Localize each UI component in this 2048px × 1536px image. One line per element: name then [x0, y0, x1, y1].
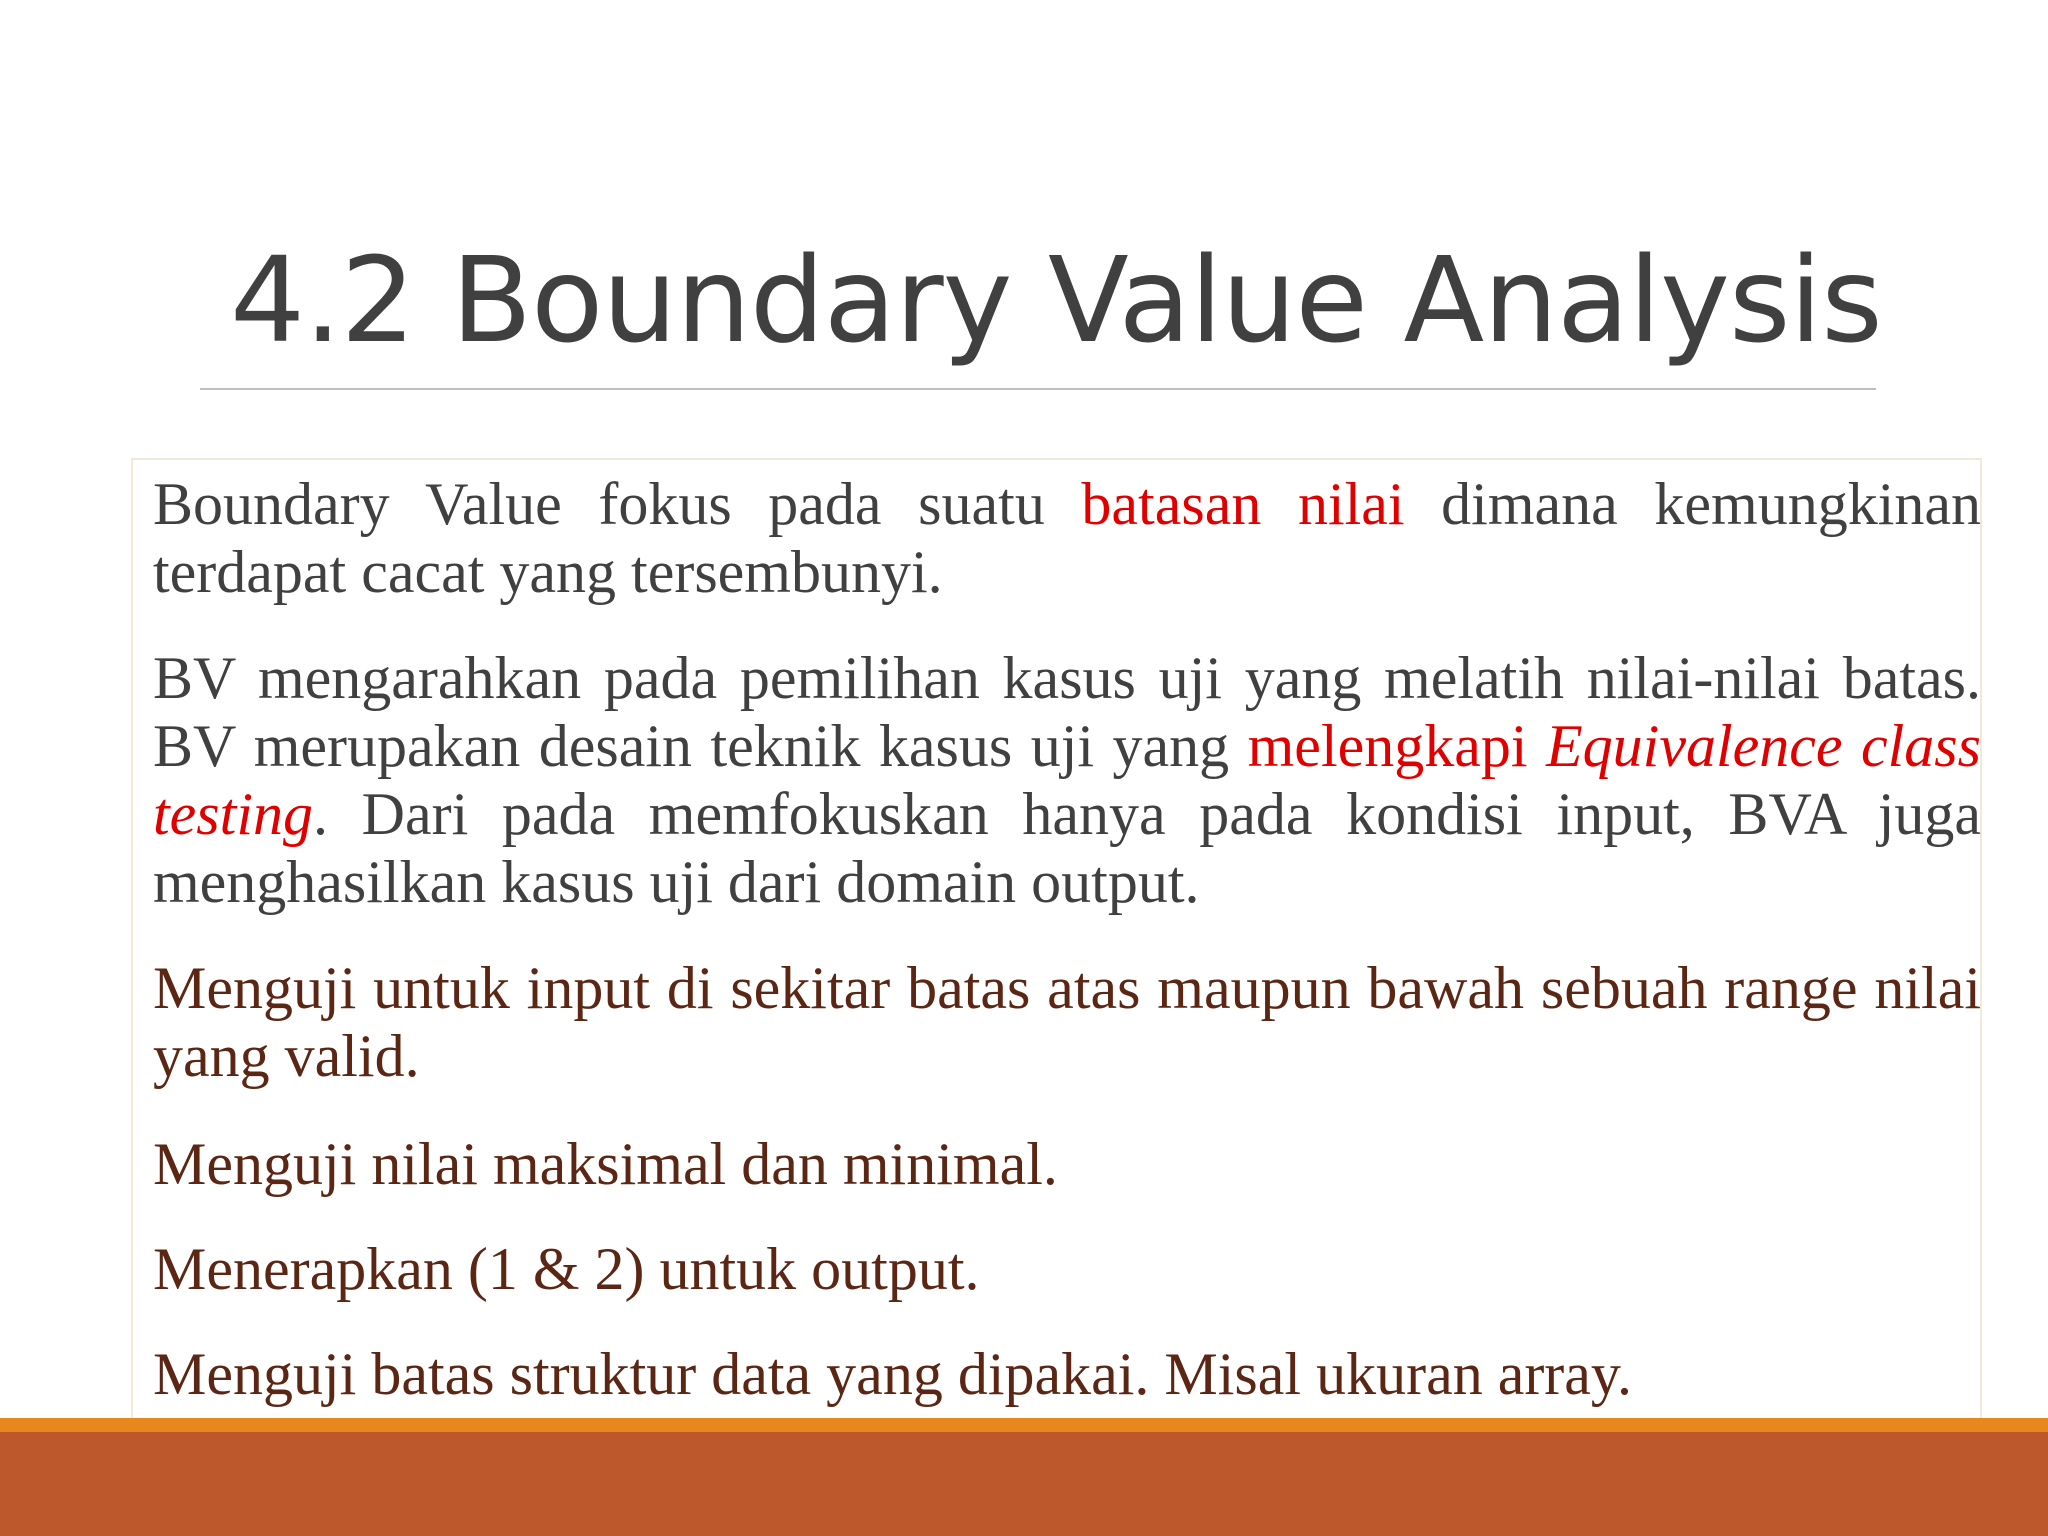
p2-highlight-italic: Equivalence class testing	[153, 713, 1981, 847]
p1-highlight: batasan nilai	[1081, 471, 1405, 537]
paragraph-bv-description	[153, 644, 1981, 916]
paragraph-test-range: Menguji untuk input di sekitar batas atas maupun bawah sebuah range nilai yang valid.	[153, 955, 1981, 1089]
paragraph-apply-output: Menerapkan (1 & 2) untuk output.	[153, 1236, 980, 1302]
paragraph-data-structure: Menguji batas struktur data yang dipakai. Misal ukuran array.	[153, 1341, 1633, 1407]
footer-brown-bar	[0, 1432, 2048, 1536]
p2-text-a: BV mengarahkan pada pemilihan kasus uji yang melatih nilai-nilai batas. BV merupakan desain teknik kasus uji yang	[153, 645, 1981, 779]
p2-text-b: . Dari pada memfokuskan hanya pada kondisi input, BVA juga menghasilkan kasus uji dari domain output.	[153, 781, 1981, 915]
content-text	[153, 470, 1981, 1445]
footer-orange-stripe	[0, 1418, 2048, 1432]
slide-title: 4.2 Boundary Value Analysis	[230, 231, 1882, 369]
title-divider	[200, 388, 1876, 390]
p1-text-a: Boundary Value fokus pada suatu	[153, 471, 1082, 537]
p1-text-b: dimana kemungkinan terdapat cacat yang tersembunyi.	[153, 471, 1981, 605]
paragraph-boundary-value-focus	[153, 470, 1981, 606]
paragraph-test-min-max: Menguji nilai maksimal dan minimal.	[153, 1131, 1058, 1197]
p2-highlight: melengkapi	[1247, 713, 1547, 779]
